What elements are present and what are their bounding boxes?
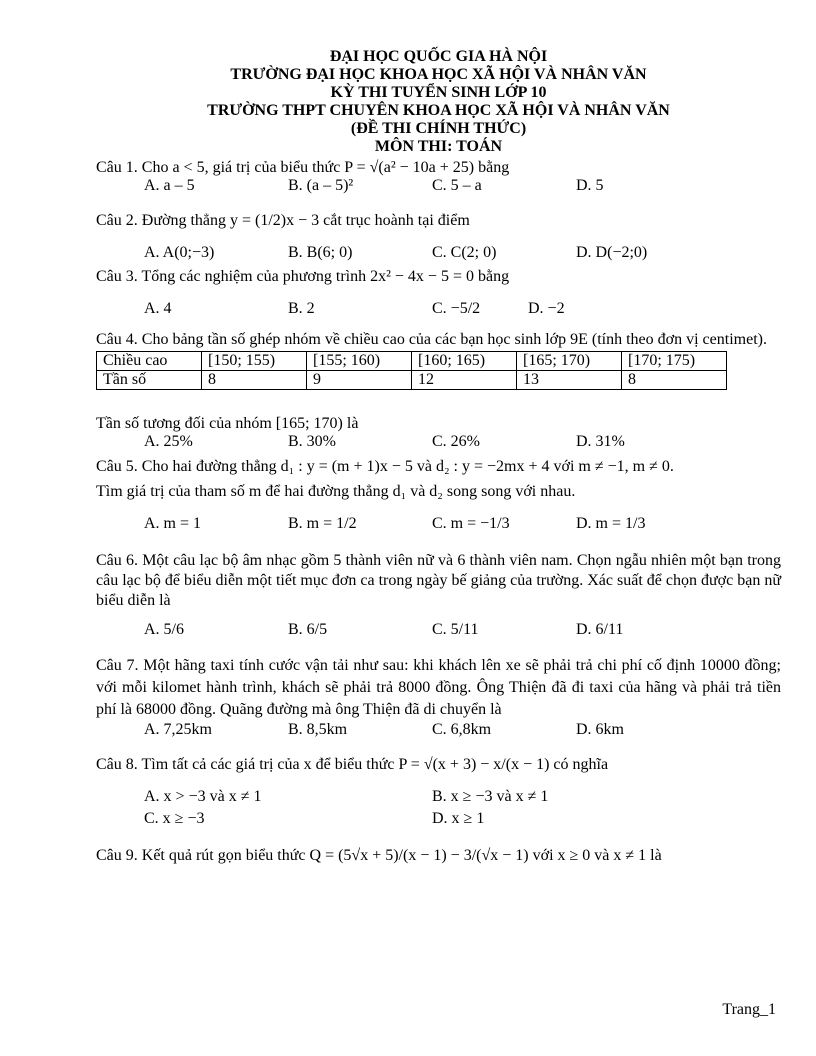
q8-option-a: A. x > −3 và x ≠ 1 xyxy=(144,788,262,805)
exam-header xyxy=(96,48,781,156)
q4-stem: Câu 4. Cho bảng tần số ghép nhóm về chiều cao của các bạn học sinh lớp 9E (tính theo đơn vị centimet). xyxy=(96,331,767,348)
table-cell: [160; 165) xyxy=(412,352,517,371)
q2-option-c: C. C(2; 0) xyxy=(432,244,497,261)
q5-stem2: Tìm giá trị của tham số m để hai đường thẳng d₁ và d₂ song song với nhau. xyxy=(96,483,576,500)
table-cell: [165; 170) xyxy=(517,352,622,371)
q5-option-c: C. m = −1/3 xyxy=(432,515,510,532)
table-cell: [150; 155) xyxy=(202,352,307,371)
q8-option-b: B. x ≥ −3 và x ≠ 1 xyxy=(432,788,549,805)
q1-option-d: D. 5 xyxy=(576,177,604,194)
q6-option-a: A. 5/6 xyxy=(144,621,184,638)
table-cell: 12 xyxy=(412,371,517,390)
q4-options xyxy=(96,433,781,455)
header-line-4: TRƯỜNG THPT CHUYÊN KHOA HỌC XÃ HỘI VÀ NHÂN VĂN xyxy=(207,102,670,119)
q2-option-d: D. D(−2;0) xyxy=(576,244,648,261)
q4-option-d: D. 31% xyxy=(576,433,625,450)
header-line-3: KỲ THI TUYỂN SINH LỚP 10 xyxy=(330,84,547,101)
q2-option-a: A. A(0;−3) xyxy=(144,244,215,261)
q3-option-b: B. 2 xyxy=(288,300,315,317)
q4-question: Tần số tương đối của nhóm [165; 170) là xyxy=(96,415,359,432)
q5-stem: Câu 5. Cho hai đường thẳng d₁ : y = (m + 1)x − 5 và d₂ : y = −2mx + 4 với m ≠ −1, m ≠ 0. xyxy=(96,458,674,475)
q4-option-b: B. 30% xyxy=(288,433,336,450)
q6-option-b: B. 6/5 xyxy=(288,621,328,638)
q3-option-a: A. 4 xyxy=(144,300,172,317)
q7-option-b: B. 8,5km xyxy=(288,721,348,738)
table-cell: Tần số xyxy=(97,371,202,390)
q1-options xyxy=(96,177,781,199)
q6-option-d: D. 6/11 xyxy=(576,621,624,638)
q8-options-row1 xyxy=(96,788,781,810)
q2-stem: Câu 2. Đường thẳng y = (1/2)x − 3 cắt trục hoành tại điểm xyxy=(96,212,470,229)
q3-option-d: D. −2 xyxy=(528,300,565,317)
q7-options xyxy=(96,721,781,743)
q4-option-c: C. 26% xyxy=(432,433,480,450)
q2-option-b: B. B(6; 0) xyxy=(288,244,353,261)
table-cell: 13 xyxy=(517,371,622,390)
q8-stem: Câu 8. Tìm tất cả các giá trị của x để biểu thức P = √(x + 3) − x/(x − 1) có nghĩa xyxy=(96,756,609,773)
exam-page xyxy=(96,48,781,865)
q1-option-b: B. (a – 5)² xyxy=(288,177,354,194)
q4-option-a: A. 25% xyxy=(144,433,193,450)
table-cell: [155; 160) xyxy=(307,352,412,371)
header-line-5: (ĐỀ THI CHÍNH THỨC) xyxy=(350,120,527,137)
q7-option-d: D. 6km xyxy=(576,721,624,738)
table-cell: 9 xyxy=(307,371,412,390)
header-line-6: MÔN THI: TOÁN xyxy=(374,138,503,155)
q3-options xyxy=(96,300,781,322)
q7-option-a: A. 7,25km xyxy=(144,721,212,738)
q7-stem: Câu 7. Một hãng taxi tính cước vận tải như sau: khi khách lên xe sẽ phải trả chi phí cố định 10000 đồng; với mỗi kilomet hành trình, khách sẽ phải trả 8000 đồng. Ông Thiện đã đi taxi của hãng và phải trả tiền phí là 68000 đồng. Quãng đường mà ông Thiện đã di chuyển là xyxy=(96,657,781,718)
q5-option-d: D. m = 1/3 xyxy=(576,515,646,532)
q3-option-c: C. −5/2 xyxy=(432,300,481,317)
q1-option-a: A. a – 5 xyxy=(144,177,195,194)
page-number: Trang_1 xyxy=(722,1001,776,1018)
table-row xyxy=(97,371,727,390)
q6-options xyxy=(96,611,781,651)
q8-options-row2 xyxy=(96,810,781,830)
header-line-2: TRƯỜNG ĐẠI HỌC KHOA HỌC XÃ HỘI VÀ NHÂN VĂN xyxy=(230,66,647,83)
q8-option-c: C. x ≥ −3 xyxy=(144,810,205,827)
q2-options xyxy=(96,244,781,266)
table-cell: Chiều cao xyxy=(97,352,202,371)
table-row xyxy=(97,352,727,371)
q1-option-c: C. 5 – a xyxy=(432,177,482,194)
q7-option-c: C. 6,8km xyxy=(432,721,492,738)
q5-option-b: B. m = 1/2 xyxy=(288,515,357,532)
q9-stem: Câu 9. Kết quả rút gọn biểu thức Q = (5√x + 5)/(x − 1) − 3/(√x − 1) với x ≥ 0 và x ≠ 1 là xyxy=(96,847,662,864)
table-cell: 8 xyxy=(622,371,727,390)
q6-option-c: C. 5/11 xyxy=(432,621,479,638)
q5-options xyxy=(96,505,781,545)
frequency-table xyxy=(96,351,727,390)
q8-option-d: D. x ≥ 1 xyxy=(432,810,485,827)
q6-stem: Câu 6. Một câu lạc bộ âm nhạc gồm 5 thành viên nữ và 6 thành viên nam. Chọn ngẫu nhiên một bạn trong câu lạc bộ để biểu diễn một tiết mục đơn ca trong ngày bế giảng của trường. Xác suất để chọn được bạn nữ biểu diễn là xyxy=(96,552,781,609)
q5-option-a: A. m = 1 xyxy=(144,515,202,532)
table-cell: 8 xyxy=(202,371,307,390)
table-cell: [170; 175) xyxy=(622,352,727,371)
header-line-1: ĐẠI HỌC QUỐC GIA HÀ NỘI xyxy=(329,48,548,65)
q3-stem: Câu 3. Tổng các nghiệm của phương trình 2x² − 4x − 5 = 0 bằng xyxy=(96,268,510,285)
q1-stem: Câu 1. Cho a < 5, giá trị của biểu thức P = √(a² − 10a + 25) bằng xyxy=(96,159,510,176)
